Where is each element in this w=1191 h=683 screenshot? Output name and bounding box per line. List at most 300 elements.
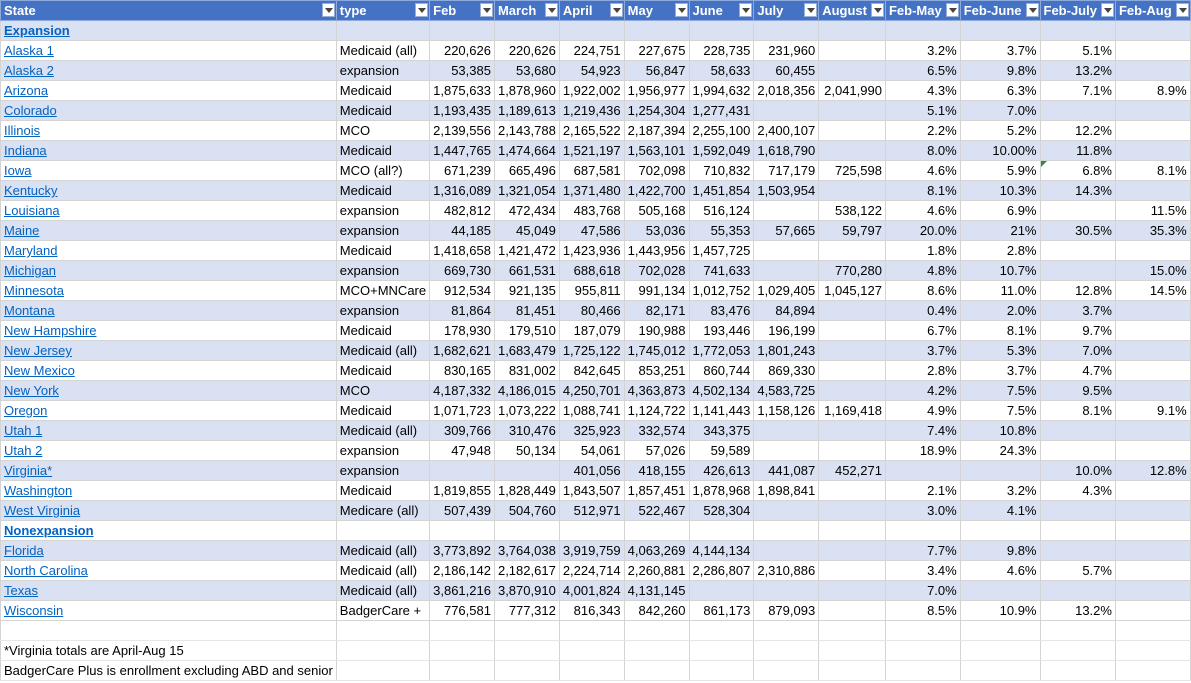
value-cell[interactable]: [754, 541, 819, 561]
value-cell[interactable]: [754, 241, 819, 261]
value-cell[interactable]: 7.1%: [1040, 81, 1115, 101]
value-cell[interactable]: 1,073,222: [494, 401, 559, 421]
value-cell[interactable]: 1,474,664: [494, 141, 559, 161]
value-cell[interactable]: 10.7%: [960, 261, 1040, 281]
state-link[interactable]: New Jersey: [4, 343, 72, 358]
value-cell[interactable]: 196,199: [754, 321, 819, 341]
value-cell[interactable]: 1,071,723: [430, 401, 495, 421]
value-cell[interactable]: 853,251: [624, 361, 689, 381]
value-cell[interactable]: [1040, 101, 1115, 121]
value-cell[interactable]: 187,079: [559, 321, 624, 341]
value-cell[interactable]: [819, 481, 886, 501]
value-cell[interactable]: 717,179: [754, 161, 819, 181]
value-cell[interactable]: 81,864: [430, 301, 495, 321]
empty-cell[interactable]: [689, 621, 754, 641]
type-cell[interactable]: Medicare (all): [336, 501, 429, 521]
filter-dropdown-icon[interactable]: [871, 3, 884, 17]
value-cell[interactable]: 2,224,714: [559, 561, 624, 581]
state-cell[interactable]: [1, 401, 337, 421]
state-link[interactable]: Utah 2: [4, 443, 43, 458]
type-cell[interactable]: expansion: [336, 201, 429, 221]
state-link[interactable]: Wisconsin: [4, 603, 64, 618]
value-cell[interactable]: 12.8%: [1040, 281, 1115, 301]
value-cell[interactable]: 1,801,243: [754, 341, 819, 361]
type-cell[interactable]: BadgerCare +: [336, 601, 429, 621]
empty-cell[interactable]: [819, 621, 886, 641]
value-cell[interactable]: 193,446: [689, 321, 754, 341]
value-cell[interactable]: 6.5%: [885, 61, 960, 81]
value-cell[interactable]: [1115, 61, 1190, 81]
value-cell[interactable]: [1115, 301, 1190, 321]
value-cell[interactable]: 1,451,854: [689, 181, 754, 201]
value-cell[interactable]: 665,496: [494, 161, 559, 181]
filter-dropdown-icon[interactable]: [480, 3, 493, 17]
value-cell[interactable]: 3.2%: [885, 41, 960, 61]
value-cell[interactable]: [1115, 241, 1190, 261]
value-cell[interactable]: 1,422,700: [624, 181, 689, 201]
value-cell[interactable]: 224,751: [559, 41, 624, 61]
state-cell[interactable]: [1, 541, 337, 561]
value-cell[interactable]: [1115, 101, 1190, 121]
value-cell[interactable]: 2,165,522: [559, 121, 624, 141]
state-link[interactable]: Alaska 1: [4, 43, 54, 58]
type-cell[interactable]: MCO: [336, 121, 429, 141]
value-cell[interactable]: 741,633: [689, 261, 754, 281]
value-cell[interactable]: 220,626: [494, 41, 559, 61]
value-cell[interactable]: 1,457,725: [689, 241, 754, 261]
value-cell[interactable]: [1115, 541, 1190, 561]
value-cell[interactable]: 3,861,216: [430, 581, 495, 601]
empty-cell[interactable]: [1040, 621, 1115, 641]
value-cell[interactable]: 54,923: [559, 61, 624, 81]
value-cell[interactable]: 1,878,960: [494, 81, 559, 101]
value-cell[interactable]: 1,563,101: [624, 141, 689, 161]
value-cell[interactable]: 1,029,405: [754, 281, 819, 301]
value-cell[interactable]: 4.6%: [885, 161, 960, 181]
empty-cell[interactable]: [559, 641, 624, 661]
value-cell[interactable]: 2,400,107: [754, 121, 819, 141]
value-cell[interactable]: 1,745,012: [624, 341, 689, 361]
value-cell[interactable]: 3.7%: [1040, 301, 1115, 321]
type-cell[interactable]: MCO: [336, 381, 429, 401]
value-cell[interactable]: 1,045,127: [819, 281, 886, 301]
value-cell[interactable]: 4.8%: [885, 261, 960, 281]
type-cell[interactable]: Medicaid (all): [336, 581, 429, 601]
value-cell[interactable]: [1115, 41, 1190, 61]
value-cell[interactable]: [819, 41, 886, 61]
state-link[interactable]: New Hampshire: [4, 323, 97, 338]
type-cell[interactable]: Medicaid: [336, 401, 429, 421]
state-cell[interactable]: [1, 121, 337, 141]
state-link[interactable]: West Virginia: [4, 503, 81, 518]
value-cell[interactable]: 2,143,788: [494, 121, 559, 141]
value-cell[interactable]: 710,832: [689, 161, 754, 181]
empty-cell[interactable]: [689, 661, 754, 681]
value-cell[interactable]: 688,618: [559, 261, 624, 281]
value-cell[interactable]: 1,819,855: [430, 481, 495, 501]
empty-cell[interactable]: [885, 641, 960, 661]
value-cell[interactable]: 4,363,873: [624, 381, 689, 401]
value-cell[interactable]: 14.3%: [1040, 181, 1115, 201]
value-cell[interactable]: 8.5%: [885, 601, 960, 621]
value-cell[interactable]: [819, 301, 886, 321]
type-cell[interactable]: MCO+MNCare: [336, 281, 429, 301]
type-cell[interactable]: expansion: [336, 461, 429, 481]
value-cell[interactable]: [1115, 381, 1190, 401]
state-cell[interactable]: [1, 261, 337, 281]
state-link[interactable]: Virginia*: [4, 463, 53, 478]
filter-dropdown-icon[interactable]: [804, 3, 817, 17]
value-cell[interactable]: 4.7%: [1040, 361, 1115, 381]
state-cell[interactable]: [1, 221, 337, 241]
value-cell[interactable]: [1115, 341, 1190, 361]
value-cell[interactable]: 7.0%: [960, 101, 1040, 121]
value-cell[interactable]: 1,423,936: [559, 241, 624, 261]
value-cell[interactable]: [1115, 361, 1190, 381]
state-link[interactable]: Maine: [4, 223, 40, 238]
state-cell[interactable]: [1, 241, 337, 261]
state-link[interactable]: Florida: [4, 543, 44, 558]
comment-indicator-icon[interactable]: [1041, 161, 1047, 167]
type-cell[interactable]: Medicaid (all): [336, 341, 429, 361]
value-cell[interactable]: 53,036: [624, 221, 689, 241]
value-cell[interactable]: [1040, 421, 1115, 441]
value-cell[interactable]: 505,168: [624, 201, 689, 221]
type-cell[interactable]: Medicaid (all): [336, 421, 429, 441]
value-cell[interactable]: 2,260,881: [624, 561, 689, 581]
state-link[interactable]: Louisiana: [4, 203, 60, 218]
value-cell[interactable]: 7.0%: [885, 581, 960, 601]
value-cell[interactable]: 343,375: [689, 421, 754, 441]
value-cell[interactable]: 528,304: [689, 501, 754, 521]
type-cell[interactable]: Medicaid: [336, 81, 429, 101]
footnote-cell[interactable]: BadgerCare Plus is enrollment excluding ABD and senior: [1, 661, 337, 681]
value-cell[interactable]: 84,894: [754, 301, 819, 321]
type-cell[interactable]: expansion: [336, 301, 429, 321]
value-cell[interactable]: 80,466: [559, 301, 624, 321]
value-cell[interactable]: 1,316,089: [430, 181, 495, 201]
value-cell[interactable]: [754, 421, 819, 441]
value-cell[interactable]: 2.2%: [885, 121, 960, 141]
value-cell[interactable]: 504,760: [494, 501, 559, 521]
state-cell[interactable]: [1, 161, 337, 181]
value-cell[interactable]: [819, 61, 886, 81]
value-cell[interactable]: 7.0%: [1040, 341, 1115, 361]
value-cell[interactable]: 1,898,841: [754, 481, 819, 501]
empty-cell[interactable]: [494, 661, 559, 681]
value-cell[interactable]: 1,725,122: [559, 341, 624, 361]
filter-dropdown-icon[interactable]: [1026, 3, 1039, 17]
state-cell[interactable]: [1, 381, 337, 401]
value-cell[interactable]: 8.9%: [1115, 81, 1190, 101]
empty-cell[interactable]: [1115, 621, 1190, 641]
value-cell[interactable]: 1,277,431: [689, 101, 754, 121]
type-cell[interactable]: expansion: [336, 441, 429, 461]
value-cell[interactable]: 6.3%: [960, 81, 1040, 101]
type-cell[interactable]: Medicaid (all): [336, 41, 429, 61]
empty-cell[interactable]: [1040, 661, 1115, 681]
state-link[interactable]: Michigan: [4, 263, 57, 278]
value-cell[interactable]: [819, 501, 886, 521]
value-cell[interactable]: [1115, 321, 1190, 341]
state-link[interactable]: Alaska 2: [4, 63, 54, 78]
type-cell[interactable]: Medicaid: [336, 141, 429, 161]
value-cell[interactable]: 661,531: [494, 261, 559, 281]
value-cell[interactable]: 13.2%: [1040, 61, 1115, 81]
value-cell[interactable]: 57,665: [754, 221, 819, 241]
empty-cell[interactable]: [494, 621, 559, 641]
filter-dropdown-icon[interactable]: [1101, 3, 1114, 17]
value-cell[interactable]: [689, 581, 754, 601]
value-cell[interactable]: [819, 561, 886, 581]
value-cell[interactable]: 842,645: [559, 361, 624, 381]
value-cell[interactable]: 860,744: [689, 361, 754, 381]
value-cell[interactable]: 3,870,910: [494, 581, 559, 601]
value-cell[interactable]: 1,169,418: [819, 401, 886, 421]
value-cell[interactable]: 9.8%: [960, 541, 1040, 561]
value-cell[interactable]: 12.8%: [1115, 461, 1190, 481]
value-cell[interactable]: 5.2%: [960, 121, 1040, 141]
value-cell[interactable]: [819, 101, 886, 121]
value-cell[interactable]: 45,049: [494, 221, 559, 241]
value-cell[interactable]: [754, 581, 819, 601]
value-cell[interactable]: 4,583,725: [754, 381, 819, 401]
value-cell[interactable]: 4,131,145: [624, 581, 689, 601]
value-cell[interactable]: [1115, 441, 1190, 461]
value-cell[interactable]: 178,930: [430, 321, 495, 341]
value-cell[interactable]: 955,811: [559, 281, 624, 301]
state-link[interactable]: New York: [4, 383, 59, 398]
value-cell[interactable]: 11.5%: [1115, 201, 1190, 221]
type-cell[interactable]: Medicaid: [336, 321, 429, 341]
value-cell[interactable]: 8.0%: [885, 141, 960, 161]
state-cell[interactable]: [1, 601, 337, 621]
value-cell[interactable]: 4.1%: [960, 501, 1040, 521]
value-cell[interactable]: 2.1%: [885, 481, 960, 501]
value-cell[interactable]: 441,087: [754, 461, 819, 481]
value-cell[interactable]: 1,418,658: [430, 241, 495, 261]
value-cell[interactable]: 55,353: [689, 221, 754, 241]
state-cell[interactable]: [1, 101, 337, 121]
state-cell[interactable]: [1, 501, 337, 521]
value-cell[interactable]: 53,680: [494, 61, 559, 81]
value-cell[interactable]: 47,948: [430, 441, 495, 461]
empty-cell[interactable]: [754, 661, 819, 681]
value-cell[interactable]: 310,476: [494, 421, 559, 441]
value-cell[interactable]: 4.2%: [885, 381, 960, 401]
value-cell[interactable]: 58,633: [689, 61, 754, 81]
value-cell[interactable]: 5.3%: [960, 341, 1040, 361]
value-cell[interactable]: 1,158,126: [754, 401, 819, 421]
value-cell[interactable]: 6.7%: [885, 321, 960, 341]
value-cell[interactable]: 83,476: [689, 301, 754, 321]
value-cell[interactable]: [819, 121, 886, 141]
value-cell[interactable]: 179,510: [494, 321, 559, 341]
state-link[interactable]: Colorado: [4, 103, 57, 118]
value-cell[interactable]: 702,098: [624, 161, 689, 181]
value-cell[interactable]: [1115, 581, 1190, 601]
value-cell[interactable]: 59,797: [819, 221, 886, 241]
value-cell[interactable]: 15.0%: [1115, 261, 1190, 281]
value-cell[interactable]: [819, 441, 886, 461]
value-cell[interactable]: 2,139,556: [430, 121, 495, 141]
empty-cell[interactable]: [1040, 641, 1115, 661]
empty-cell[interactable]: [885, 621, 960, 641]
value-cell[interactable]: 869,330: [754, 361, 819, 381]
value-cell[interactable]: 8.1%: [1115, 161, 1190, 181]
value-cell[interactable]: 921,135: [494, 281, 559, 301]
value-cell[interactable]: 47,586: [559, 221, 624, 241]
value-cell[interactable]: [754, 261, 819, 281]
state-cell[interactable]: [1, 61, 337, 81]
value-cell[interactable]: 482,812: [430, 201, 495, 221]
value-cell[interactable]: 777,312: [494, 601, 559, 621]
empty-cell[interactable]: [885, 661, 960, 681]
value-cell[interactable]: 4,186,015: [494, 381, 559, 401]
empty-cell[interactable]: [960, 641, 1040, 661]
value-cell[interactable]: 13.2%: [1040, 601, 1115, 621]
value-cell[interactable]: 5.7%: [1040, 561, 1115, 581]
value-cell[interactable]: 1,189,613: [494, 101, 559, 121]
type-cell[interactable]: expansion: [336, 221, 429, 241]
value-cell[interactable]: 912,534: [430, 281, 495, 301]
value-cell[interactable]: 1,254,304: [624, 101, 689, 121]
value-cell[interactable]: 20.0%: [885, 221, 960, 241]
value-cell[interactable]: 56,847: [624, 61, 689, 81]
value-cell[interactable]: 81,451: [494, 301, 559, 321]
value-cell[interactable]: 516,124: [689, 201, 754, 221]
type-cell[interactable]: expansion: [336, 61, 429, 81]
value-cell[interactable]: 57,026: [624, 441, 689, 461]
value-cell[interactable]: [885, 461, 960, 481]
value-cell[interactable]: 472,434: [494, 201, 559, 221]
value-cell[interactable]: 669,730: [430, 261, 495, 281]
value-cell[interactable]: 1,772,053: [689, 341, 754, 361]
value-cell[interactable]: 3.0%: [885, 501, 960, 521]
filter-dropdown-icon[interactable]: [675, 3, 688, 17]
type-cell[interactable]: Medicaid: [336, 181, 429, 201]
state-link[interactable]: Iowa: [4, 163, 32, 178]
value-cell[interactable]: 7.7%: [885, 541, 960, 561]
value-cell[interactable]: 4,250,701: [559, 381, 624, 401]
value-cell[interactable]: 50,134: [494, 441, 559, 461]
empty-cell[interactable]: [494, 641, 559, 661]
value-cell[interactable]: [1040, 501, 1115, 521]
value-cell[interactable]: 9.1%: [1115, 401, 1190, 421]
value-cell[interactable]: 776,581: [430, 601, 495, 621]
state-cell[interactable]: [1, 481, 337, 501]
value-cell[interactable]: 35.3%: [1115, 221, 1190, 241]
value-cell[interactable]: 1,124,722: [624, 401, 689, 421]
value-cell[interactable]: [819, 421, 886, 441]
value-cell[interactable]: [1115, 121, 1190, 141]
value-cell[interactable]: 5.1%: [1040, 41, 1115, 61]
type-cell[interactable]: Medicaid: [336, 361, 429, 381]
section-label-cell[interactable]: [1, 521, 337, 541]
state-cell[interactable]: [1, 361, 337, 381]
value-cell[interactable]: 220,626: [430, 41, 495, 61]
empty-cell[interactable]: [624, 641, 689, 661]
state-cell[interactable]: [1, 441, 337, 461]
value-cell[interactable]: 3.4%: [885, 561, 960, 581]
value-cell[interactable]: [754, 441, 819, 461]
empty-cell[interactable]: [960, 621, 1040, 641]
value-cell[interactable]: 231,960: [754, 41, 819, 61]
value-cell[interactable]: [754, 201, 819, 221]
value-cell[interactable]: 5.9%: [960, 161, 1040, 181]
value-cell[interactable]: 325,923: [559, 421, 624, 441]
value-cell[interactable]: 6.9%: [960, 201, 1040, 221]
value-cell[interactable]: 842,260: [624, 601, 689, 621]
value-cell[interactable]: 53,385: [430, 61, 495, 81]
empty-cell[interactable]: [559, 661, 624, 681]
section-label-cell[interactable]: [1, 21, 337, 41]
value-cell[interactable]: 2,255,100: [689, 121, 754, 141]
value-cell[interactable]: 538,122: [819, 201, 886, 221]
type-cell[interactable]: Medicaid: [336, 101, 429, 121]
empty-cell[interactable]: [336, 641, 429, 661]
value-cell[interactable]: 2.0%: [960, 301, 1040, 321]
value-cell[interactable]: 54,061: [559, 441, 624, 461]
value-cell[interactable]: 60,455: [754, 61, 819, 81]
empty-cell[interactable]: [430, 621, 495, 641]
state-link[interactable]: Maryland: [4, 243, 58, 258]
value-cell[interactable]: 8.1%: [885, 181, 960, 201]
value-cell[interactable]: 227,675: [624, 41, 689, 61]
value-cell[interactable]: 830,165: [430, 361, 495, 381]
value-cell[interactable]: [819, 361, 886, 381]
value-cell[interactable]: [1115, 561, 1190, 581]
value-cell[interactable]: 879,093: [754, 601, 819, 621]
value-cell[interactable]: 2.8%: [885, 361, 960, 381]
value-cell[interactable]: 831,002: [494, 361, 559, 381]
value-cell[interactable]: 1,321,054: [494, 181, 559, 201]
value-cell[interactable]: 401,056: [559, 461, 624, 481]
filter-dropdown-icon[interactable]: [610, 3, 623, 17]
value-cell[interactable]: 2,286,807: [689, 561, 754, 581]
value-cell[interactable]: 10.3%: [960, 181, 1040, 201]
value-cell[interactable]: 82,171: [624, 301, 689, 321]
value-cell[interactable]: [819, 581, 886, 601]
value-cell[interactable]: 4.3%: [885, 81, 960, 101]
value-cell[interactable]: 816,343: [559, 601, 624, 621]
empty-cell[interactable]: [336, 661, 429, 681]
value-cell[interactable]: 507,439: [430, 501, 495, 521]
filter-dropdown-icon[interactable]: [739, 3, 752, 17]
value-cell[interactable]: 21%: [960, 221, 1040, 241]
state-cell[interactable]: [1, 141, 337, 161]
value-cell[interactable]: [754, 501, 819, 521]
value-cell[interactable]: 3.7%: [885, 341, 960, 361]
empty-cell[interactable]: [960, 661, 1040, 681]
type-cell[interactable]: Medicaid: [336, 481, 429, 501]
value-cell[interactable]: 2,041,990: [819, 81, 886, 101]
value-cell[interactable]: 1,875,633: [430, 81, 495, 101]
value-cell[interactable]: 30.5%: [1040, 221, 1115, 241]
empty-cell[interactable]: [1115, 641, 1190, 661]
empty-cell[interactable]: [754, 641, 819, 661]
value-cell[interactable]: 2.8%: [960, 241, 1040, 261]
value-cell[interactable]: 3,764,038: [494, 541, 559, 561]
value-cell[interactable]: 4.3%: [1040, 481, 1115, 501]
value-cell[interactable]: 1,843,507: [559, 481, 624, 501]
value-cell[interactable]: 4.6%: [960, 561, 1040, 581]
empty-cell[interactable]: [754, 621, 819, 641]
value-cell[interactable]: 24.3%: [960, 441, 1040, 461]
state-link[interactable]: Washington: [4, 483, 73, 498]
state-link[interactable]: Illinois: [4, 123, 41, 138]
value-cell[interactable]: 10.8%: [960, 421, 1040, 441]
